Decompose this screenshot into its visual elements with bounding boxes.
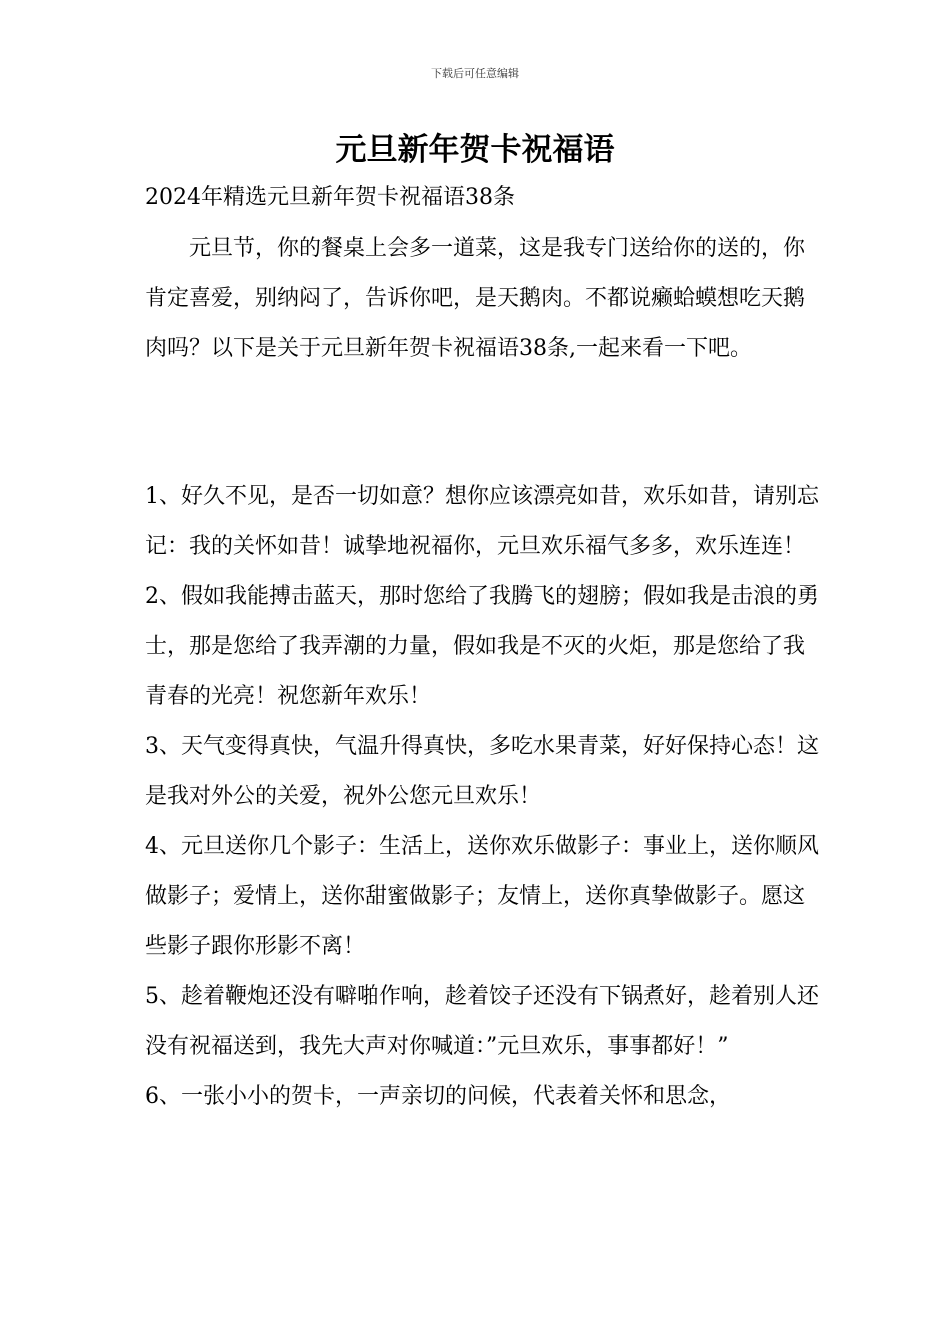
blessing-list bbox=[145, 472, 820, 1122]
document-title: 元旦新年贺卡祝福语 bbox=[335, 132, 615, 168]
list-item: 2、假如我能搏击蓝天，那时您给了我腾飞的翅膀；假如我是击浪的勇士，那是您给了我弄潮的力量，假如我是不灭的火炬，那是您给了我青春的光亮！祝您新年欢乐！ bbox=[145, 584, 819, 709]
list-item: 5、趁着鞭炮还没有噼啪作响，趁着饺子还没有下锅煮好，趁着别人还没有祝福送到，我先大声对你喊道：”元旦欢乐，事事都好！” bbox=[145, 984, 819, 1059]
list-item: 1、好久不见，是否一切如意？想你应该漂亮如昔，欢乐如昔，请别忘记：我的关怀如昔！诚挚地祝福你，元旦欢乐福气多多，欢乐连连！ bbox=[145, 484, 819, 559]
list-item: 3、天气变得真快，气温升得真快，多吃水果青菜，好好保持心态！这是我对外公的关爱，祝外公您元旦欢乐！ bbox=[145, 734, 819, 809]
list-item: 6、一张小小的贺卡，一声亲切的问候，代表着关怀和思念， bbox=[145, 1084, 731, 1109]
intro-paragraph: 元旦节，你的餐桌上会多一道菜，这是我专门送给你的送的，你肯定喜爱，别纳闷了，告诉你吧，是天鹅肉。不都说癞蛤蟆想吃天鹅肉吗？以下是关于元旦新年贺卡祝福语38条,一起来看一下吧。 bbox=[145, 236, 806, 361]
header-note: 下载后可任意编辑 bbox=[431, 67, 519, 80]
document-subtitle: 2024年精选元旦新年贺卡祝福语38条 bbox=[145, 185, 515, 210]
list-item: 4、元旦送你几个影子：生活上，送你欢乐做影子：事业上，送你顺风做影子；爱情上，送你甜蜜做影子；友情上，送你真挚做影子。愿这些影子跟你形影不离！ bbox=[145, 834, 819, 959]
